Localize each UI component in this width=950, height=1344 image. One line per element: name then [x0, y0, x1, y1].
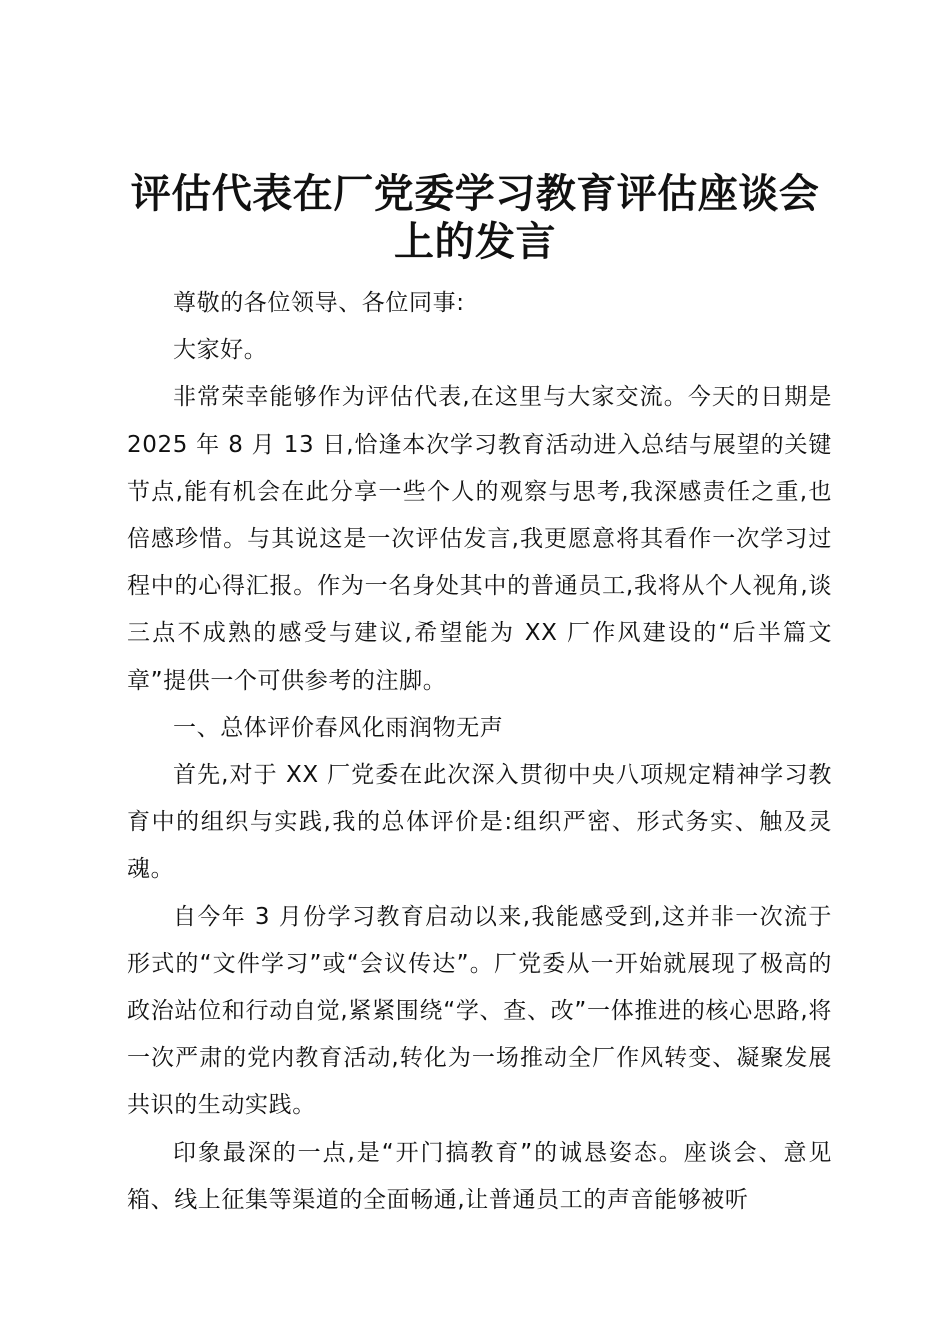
- body-paragraph: 印象最深的一点,是“开门搞教育”的诚恳姿态。座谈会、意见箱、线上征集等渠道的全面畅通,让普通员工的声音能够被听: [127, 1139, 832, 1213]
- body-paragraph: 自今年 3 月份学习教育启动以来,我能感受到,这并非一次流于形式的“文件学习”或“会议传达”。厂党委从一开始就展现了极高的政治站位和行动自觉,紧紧围绕“学、查、改”一体推进的核心思路,将一次严肃的党内教育活动,转化为一场推动全厂作风转变、凝聚发展共识的生动实践。: [127, 903, 832, 1119]
- section-heading: 一、总体评价春风化雨润物无声: [173, 714, 504, 741]
- greeting: 大家好。: [173, 337, 268, 364]
- body-paragraph: 首先,对于 XX 厂党委在此次深入贯彻中央八项规定精神学习教育中的组织与实践,我的总体评价是:组织严密、形式务实、触及灵魂。: [127, 762, 832, 883]
- document-body: [127, 280, 832, 1224]
- body-paragraph: 非常荣幸能够作为评估代表,在这里与大家交流。今天的日期是 2025 年 8 月 13 日,恰逢本次学习教育活动进入总结与展望的关键节点,能有机会在此分享一些个人的观察与思考,我深感责任之重,也倍感珍惜。与其说这是一次评估发言,我更愿意将其看作一次学习过程中的心得汇报。作为一名身处其中的普通员工,我将从个人视角,谈三点不成熟的感受与建议,希望能为 XX 厂作风建设的“后半篇文章”提供一个可供参考的注脚。: [127, 384, 832, 694]
- salutation: 尊敬的各位领导、各位同事:: [173, 290, 465, 316]
- document-title: 评估代表在厂党委学习教育评估座谈会上的发言: [130, 170, 820, 265]
